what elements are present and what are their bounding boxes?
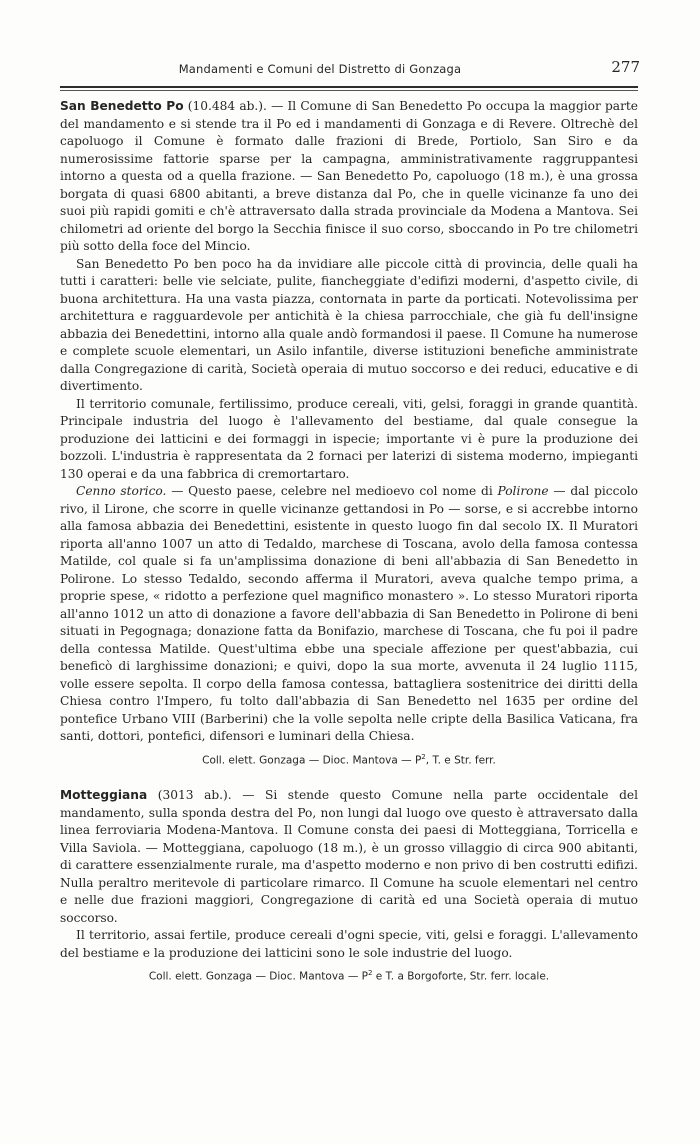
san-benedetto-history [60,483,638,746]
san-benedetto-paragraph-1 [60,98,638,256]
note-text: Coll. elett. Gonzaga — Dioc. Mantova — P [148,970,368,983]
history-text-b: — dal piccolo rivo, il Lirone, che scorre in quelle vicinanze gettandosi in Po — sorse, e si accrebbe intorno alla famosa abbazia dei Benedettini, esistente in questo luogo fin dal secolo IX. Il Muratori riporta all'anno 1007 un atto di Tedaldo, marchese di Toscana, avolo della famosa contessa Matilde, col quale si fa un'amplissima donazione di beni all'abbazia di San Benedetto in Polirone. Lo stesso Tedaldo, secondo afferma il Muratori, aveva qualche tempo prima, a proprie spese, « ridotto a perfezione quel magnifico monastero ». Lo stesso Muratori riporta all'anno 1012 un atto di donazione a favore dell'abbazia di San Benedetto in Polirone di beni situati in Pegognaga; donazione fatta da Bonifazio, marchese di Toscana, che fu poi il padre della contessa Matilde. Quest'ultima ebbe una speciale affezione per quest'abbazia, cui beneficò di larghissime donazioni; e quivi, dopo la sua morte, avvenuta il 24 luglio 1115, volle essere sepolta. Il corpo della famosa contessa, battagliera sostenitrice dei diritti della Chiesa contro l'Impero, fu tolto dall'abbazia di San Benedetto nel 1635 per ordine del pontefice Urbano VIII (Barberini) che la volle sepolta nelle cripte della Basilica Vaticana, fra santi, dottori, pontefici, difensori e luminari della Chiesa. [60,484,639,743]
note-text-end: , T. e Str. ferr. [425,754,496,766]
header-rule [60,86,638,91]
note-text-end: e T. a Borgoforte, Str. ferr. locale. [372,970,550,983]
entry-gap [60,779,638,787]
paragraph-text: (3013 ab.). — Si stende questo Comune nella parte occidentale del mandamento, sulla sponda destra del Po, non lungi dal luogo ove questo è attraversato dalla linea ferroviaria Modena-Mantova. Il Comune consta dei paesi di Motteggiana, Torricella e Villa Saviola. — Motteggiana, capoluogo (18 m.), è un grosso villaggio di circa 900 abitanti, di carattere essenzialmente rurale, ma d'aspetto moderno e non privo di ben costrutti edifizi. Nulla peraltro meritevole di particolare rimarco. Il Comune ha scuole elementari nel centro e nelle due frazioni maggiori, Congregazione di carità ed una Società operaia di mutuo soccorso. [60,788,638,925]
san-benedetto-note [60,748,638,770]
paragraph-text: (10.484 ab.). — Il Comune di San Benedetto Po occupa la maggior parte del mandamento e si stende tra il Po ed i mandamenti di Gonzaga e di Revere. Oltrechè del capoluogo il Comune è formato dalle frazioni di Brede, Portiolo, San Siro e da numerosissime fattorie sparse per la campagna, amministrativamente raggruppantesi intorno a questa od a quella frazione. — San Benedetto Po, capoluogo (18 m.), è una grossa borgata di quasi 6800 abitanti, a breve distanza dal Po, che in quelle vicinanze fa uno dei suoi più rapidi gomiti e ch'è attraversato dalla strada provinciale da Modena a Mantova. Sei chilometri ad oriente del borgo la Secchia finisce il suo corso, sboccando in Po tre chilometri più sotto della foce del Mincio. [60,99,639,253]
note-superscript: 2 [421,752,426,761]
historic-name: Polirone [497,484,549,498]
running-title: Mandamenti e Comuni del Distretto di Gonzaga [178,62,462,76]
san-benedetto-paragraph-2: San Benedetto Po ben poco ha da invidiare alle piccole città di provincia, delle quali ha tutti i caratteri: belle vie selciate, pulite, fiancheggiate d'edifizi moderni, d'aspetto civile, di buona architettura. Ha una vasta piazza, contornata in parte da porticati. Notevolissima per architettura e ragguardevole per antichità è la chiesa parrocchiale, che già fu dell'insigne abbazia dei Benedettini, intorno alla quale andò formandosi il paese. Il Comune ha numerose e complete scuole elementari, un Asilo infantile, diverse istituzioni benefiche amministrate dalla Congregazione di carità, Società operaia di mutuo soccorso e dei reduci, educative e di divertimento. [60,256,638,393]
motteggiana-note [60,964,638,986]
history-label: Cenno storico. [76,484,167,498]
entry-name-san-benedetto: San Benedetto Po [60,99,184,113]
san-benedetto-paragraph-3: Il territorio comunale, fertilissimo, produce cereali, viti, gelsi, foraggi in grande quantità. Principale industria del luogo è l'allevamento del bestiame, dal quale consegue la produzione dei latticini e dei formaggi in ispecie; importante vi è pure la produzione dei bozzoli. L'industria è rappresentata da 2 fornaci per laterizi di sistema moderno, impieganti 130 operai e da una fabbrica di cremortartaro. [60,396,638,481]
note-text: Coll. elett. Gonzaga — Dioc. Mantova — P [202,754,422,766]
page-header [60,58,640,82]
body-text [60,98,638,996]
page-number: 277 [611,58,640,76]
history-text-a: — Questo paese, celebre nel medioevo col nome di [166,484,498,498]
entry-name-motteggiana: Motteggiana [60,788,148,802]
motteggiana-paragraph-2: Il territorio, assai fertile, produce cereali d'ogni specie, viti, gelsi e foraggi. L'allevamento del bestiame e la produzione dei latticini sono le sole industrie del luogo. [60,928,638,960]
note-superscript: 2 [368,969,373,977]
motteggiana-paragraph-1 [60,787,638,927]
